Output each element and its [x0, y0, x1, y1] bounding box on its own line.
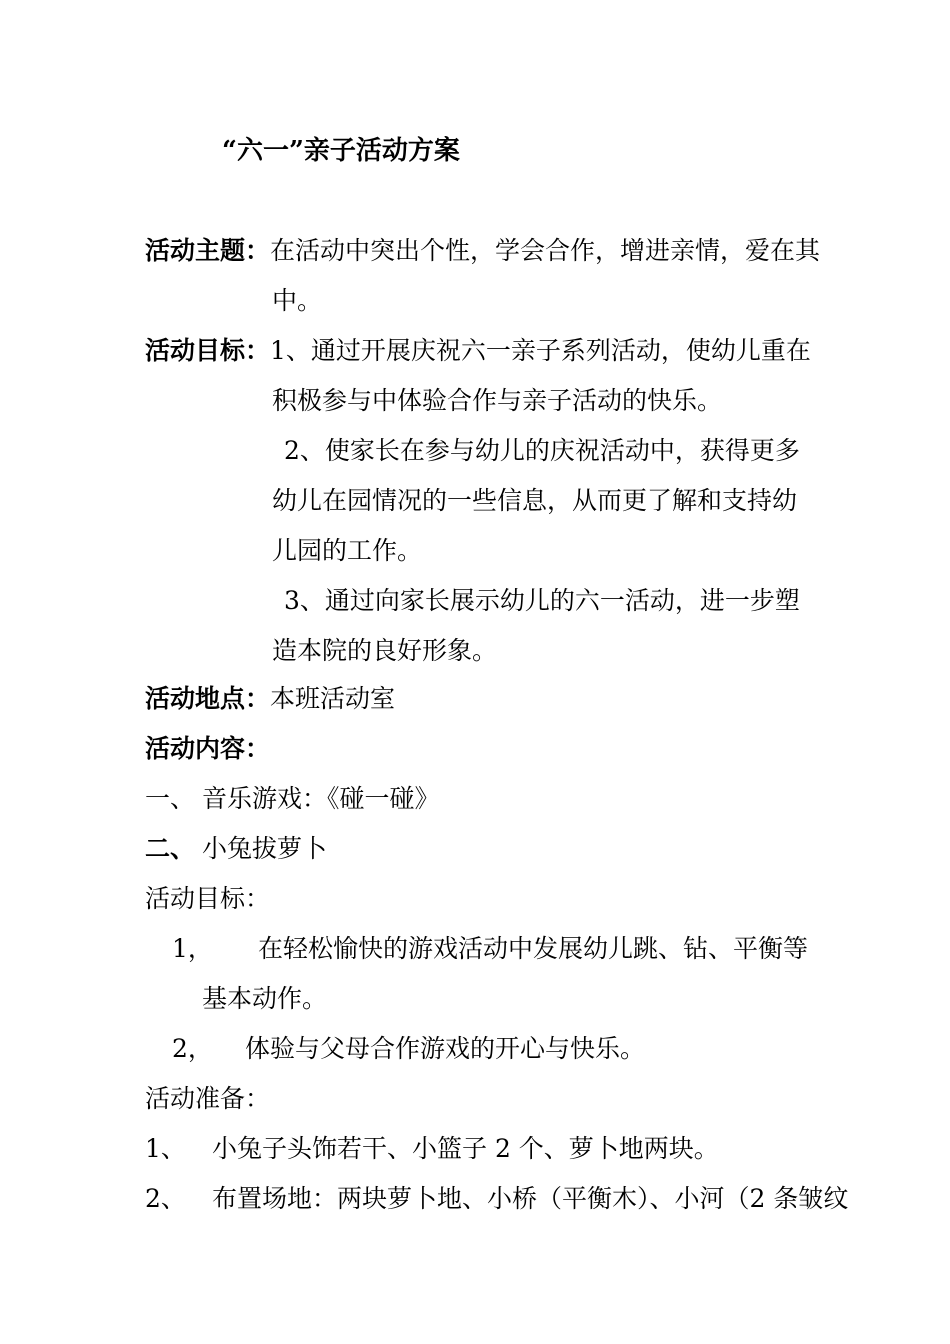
goal3-line1: 3、通过向家长展示幼儿的六一活动，进一步塑: [284, 586, 800, 615]
goal1-line1: 1、通过开展庆祝六一亲子系列活动，使幼儿重在: [270, 336, 811, 365]
goal2-line3: 儿园的工作。: [272, 536, 423, 565]
location-row: [145, 682, 395, 716]
prep1-number: 1、: [145, 1134, 186, 1163]
prep1-text: 小兔子头饰若干、小篮子 2 个、萝卜地两块。: [212, 1134, 719, 1163]
location-label: 活动地点：: [145, 684, 271, 713]
document-title: “六一”亲子活动方案: [222, 136, 460, 166]
item2-number: 二、: [145, 834, 196, 863]
prep-label: 活动准备：: [145, 1084, 271, 1113]
goal1-line2: 积极参与中体验合作与亲子活动的快乐。: [272, 386, 723, 415]
sub-goal2-line1: 体验与父母合作游戏的开心与快乐。: [245, 1034, 646, 1063]
sub-goal1-line1: 在轻松愉快的游戏活动中发展幼儿跳、钻、平衡等: [258, 934, 809, 963]
sub-goals-label: 活动目标：: [145, 884, 271, 913]
prep2-number: 2、: [145, 1184, 186, 1213]
sub-goal1-number: 1，: [172, 934, 213, 963]
theme-label: 活动主题：: [145, 236, 271, 265]
content-label: 活动内容：: [145, 734, 271, 763]
goals-label: 活动目标：: [145, 336, 271, 365]
prep2-text: 布置场地：两块萝卜地、小桥（平衡木）、小河（2 条皱纹: [212, 1184, 849, 1213]
sub-goal1-line2: 基本动作。: [202, 984, 328, 1013]
sub-goal2-number: 2，: [172, 1034, 213, 1063]
goal3-line2: 造本院的良好形象。: [272, 636, 498, 665]
item1-text: 音乐游戏：《碰一碰》: [202, 784, 440, 813]
theme-row: [145, 234, 820, 268]
item2-text: 小兔拔萝卜: [202, 834, 328, 863]
goal2-line1: 2、使家长在参与幼儿的庆祝活动中，获得更多: [284, 436, 800, 465]
location-value: 本班活动室: [270, 684, 396, 713]
theme-text-line1: 在活动中突出个性，学会合作，增进亲情，爱在其: [270, 236, 821, 265]
theme-text-line2: 中。: [272, 286, 323, 315]
goals-row: [145, 334, 811, 368]
goal2-line2: 幼儿在园情况的一些信息，从而更了解和支持幼: [272, 486, 798, 515]
item1-number: 一、: [145, 784, 196, 813]
